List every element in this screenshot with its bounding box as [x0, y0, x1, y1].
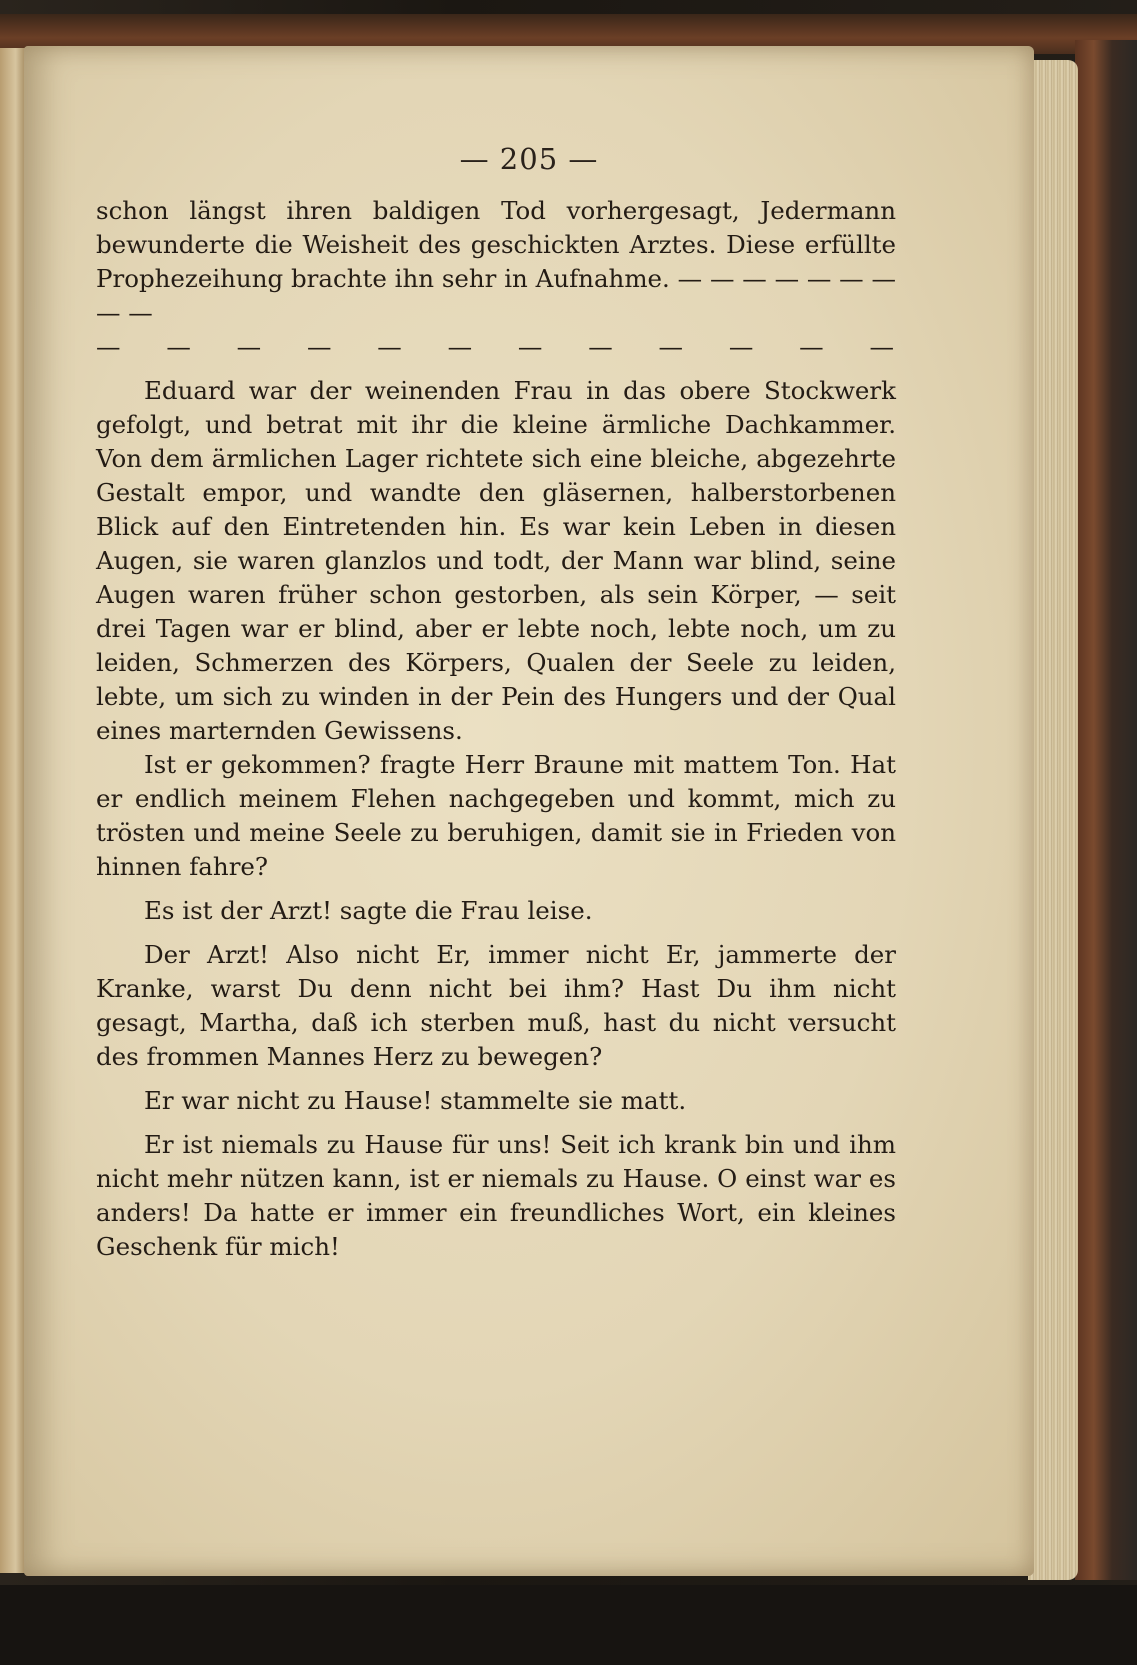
- paragraph-eduard: Eduard war der weinenden Frau in das obere Stockwerk gefolgt, und betrat mit ihr die kleine ärmliche Dachkammer. Von dem ärmlichen Lager richtete sich eine bleiche, abgezehrte Gestalt empor, und wandte den gläsernen, halberstorbenen Blick auf den Eintretenden hin. Es war kein Leben in diesen Augen, sie waren glanzlos und todt, der Mann war blind, seine Augen waren früher schon gestorben, als sein Körper, — seit drei Tagen war er blind, aber er lebte noch, lebte noch, um zu leiden, Schmerzen des Körpers, Qualen der Seele zu leiden, lebte, um sich zu winden in der Pein des Hungers und der Qual eines marternden Gewissens.: [96, 376, 896, 745]
- paragraph-kranke: Der Arzt! Also nicht Er, immer nicht Er, jammerte der Kranke, warst Du denn nicht bei ihm? Hast Du ihm nicht gesagt, Martha, daß ich sterben muß, hast du nicht versucht des frommen Mannes Herz zu bewegen?: [96, 940, 896, 1071]
- book-cover-bottom: [0, 1585, 1137, 1665]
- dash-separator: — — — — — — — — — — — —: [96, 332, 896, 361]
- paragraph-niemals: Er ist niemals zu Hause für uns! Seit ich krank bin und ihm nicht mehr nützen kann, ist er niemals zu Hause. O einst war es anders! Da hatte er immer ein freundliches Wort, ein kleines Geschenk für mich!: [96, 1130, 896, 1261]
- book-page: [24, 46, 1034, 1576]
- book-cover-right: [1075, 40, 1137, 1580]
- paragraph-question: Ist er gekommen? fragte Herr Braune mit mattem Ton. Hat er endlich meinem Flehen nachgegeben und kommt, mich zu trösten und meine Seele zu beruhigen, damit sie in Frieden von hinnen fahre?: [96, 750, 896, 881]
- facing-page-edge: [0, 48, 26, 1573]
- paragraph-arzt: Es ist der Arzt! sagte die Frau leise.: [144, 896, 593, 925]
- page-text: [96, 194, 896, 1264]
- page-edges: [1028, 60, 1078, 1580]
- paragraph-continuation: schon längst ihren baldigen Tod vorhergesagt, Jedermann bewunderte die Weisheit des geschickten Arztes. Diese erfüllte Prophezeihung brachte ihn sehr in Aufnahme. — — — — — — — — —: [96, 196, 896, 327]
- page-number: — 205 —: [459, 142, 599, 176]
- paragraph-stammelte: Er war nicht zu Hause! stammelte sie matt.: [144, 1086, 687, 1115]
